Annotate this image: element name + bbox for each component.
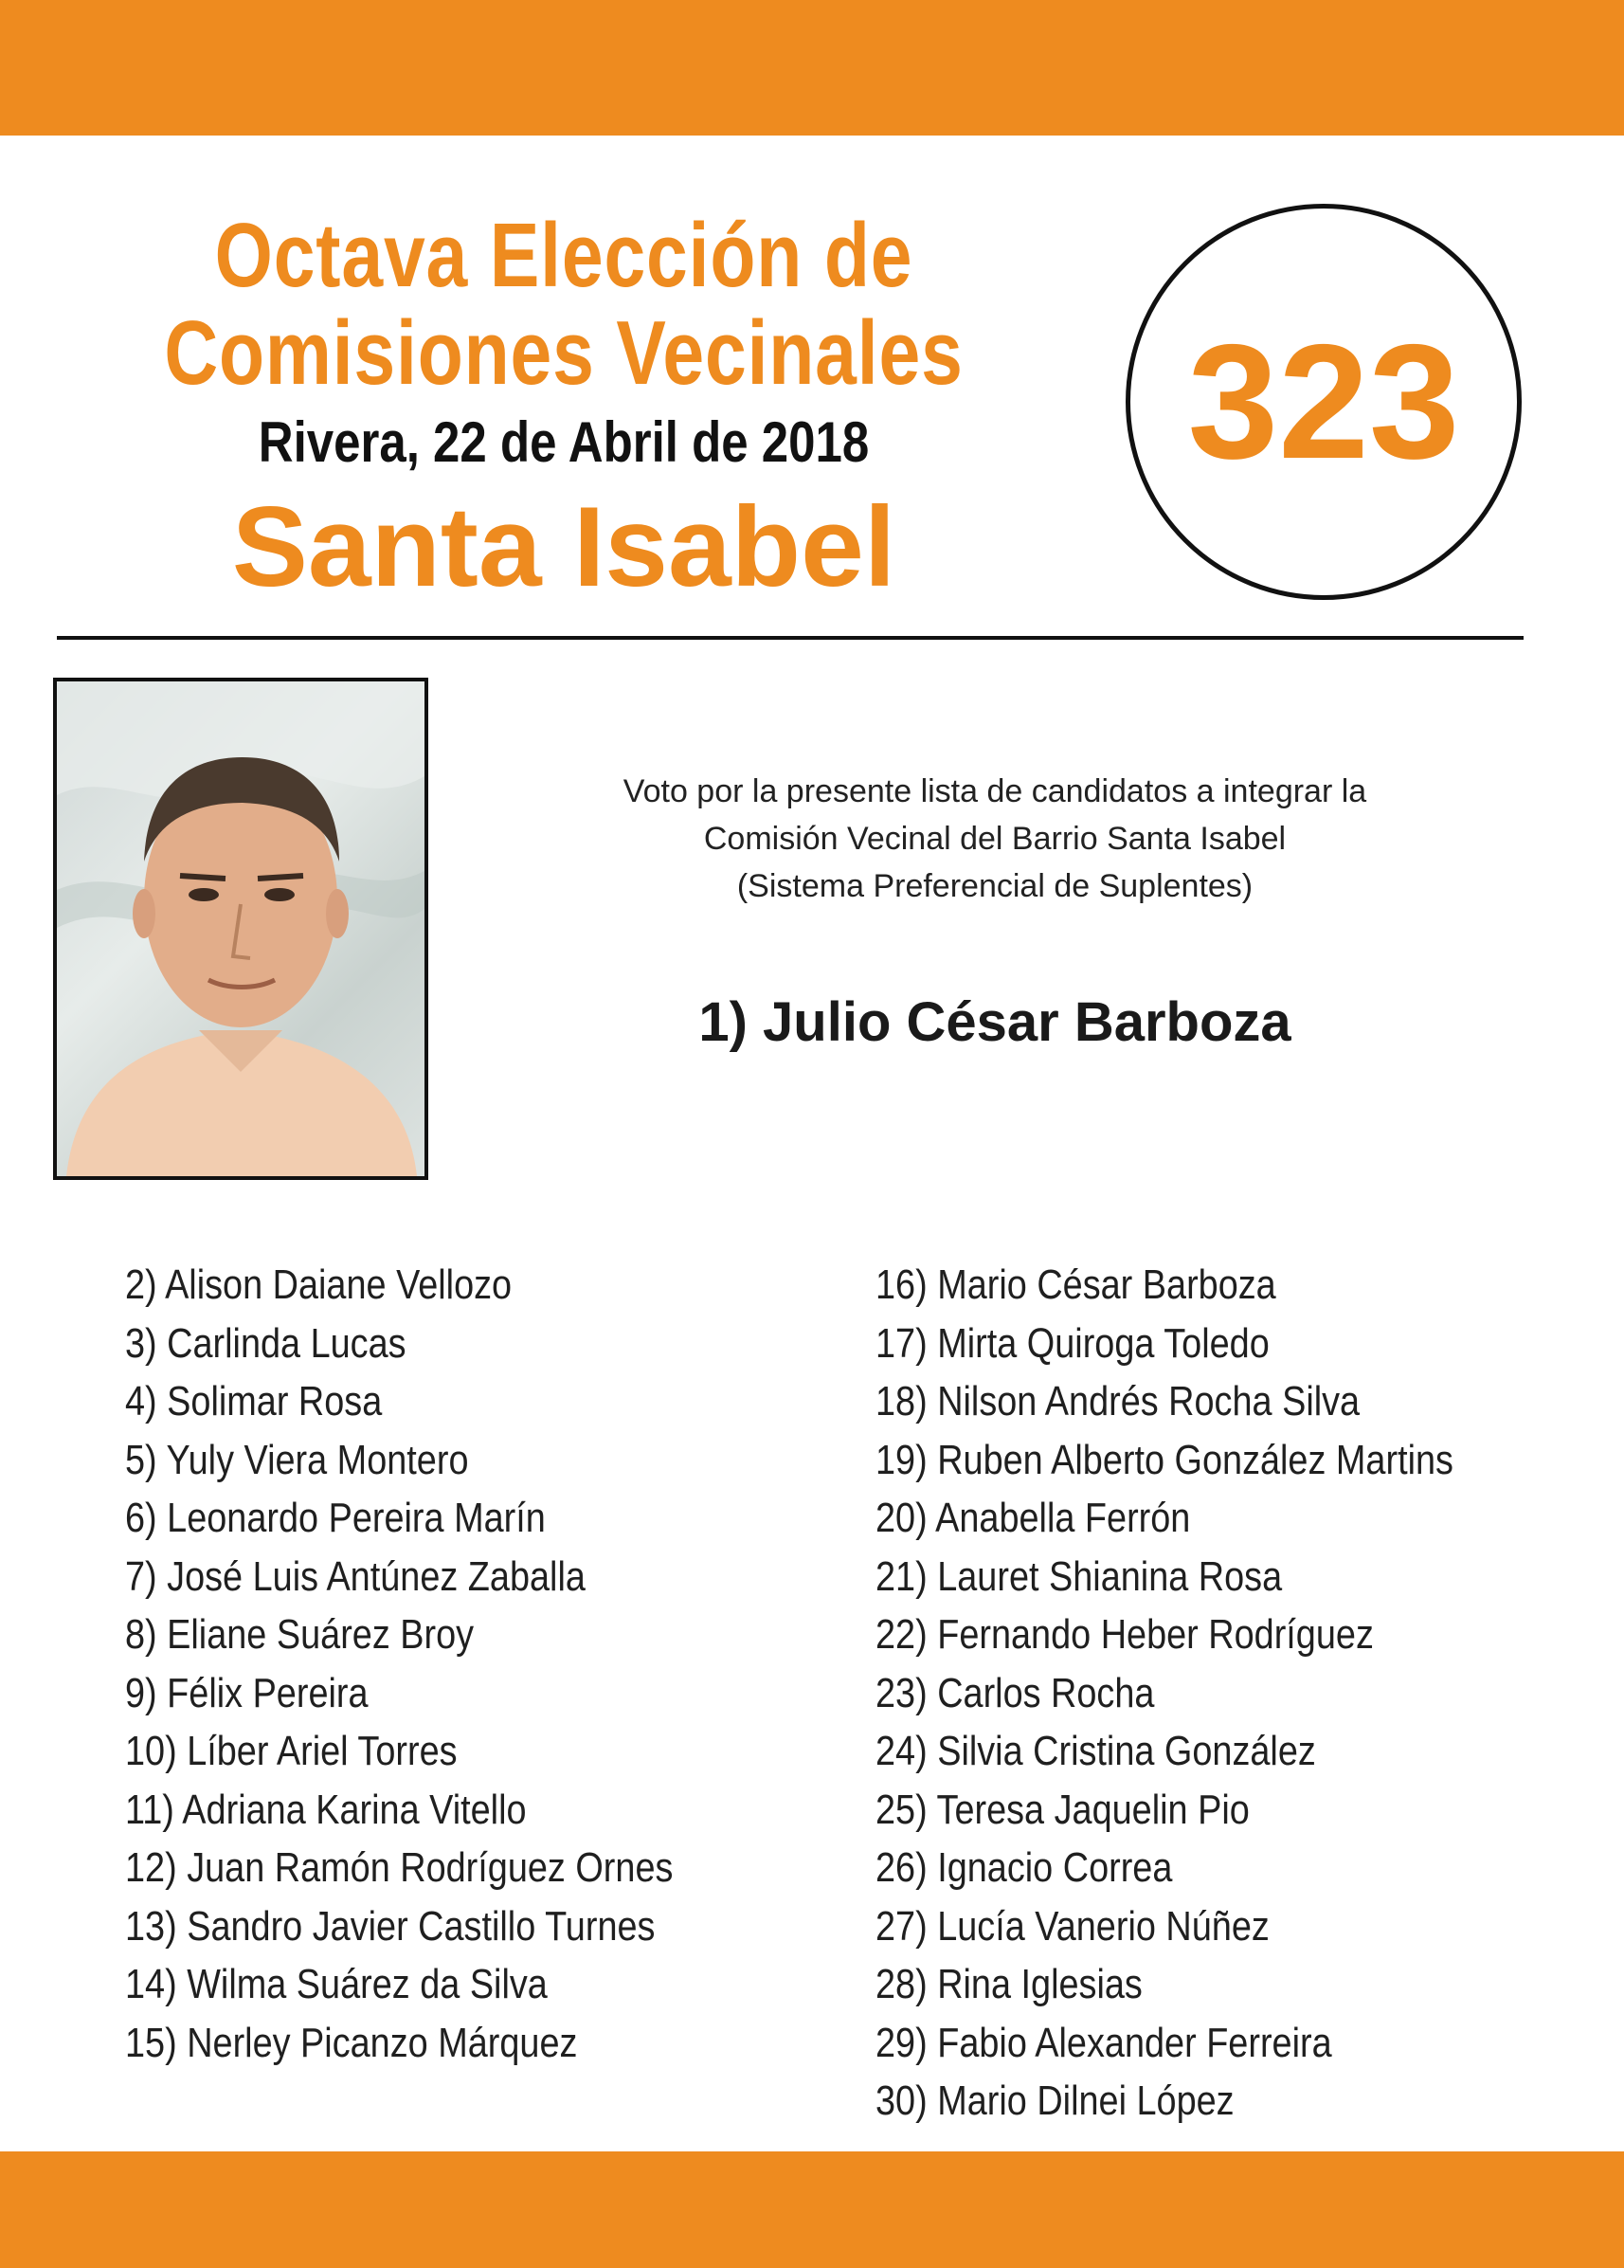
lead-candidate: 1) Julio César Barboza — [698, 991, 1291, 1053]
list-item: 4) Solimar Rosa — [125, 1378, 383, 1424]
intro-line-3: (Sistema Preferencial de Suplentes) — [736, 868, 1254, 904]
list-item: 20) Anabella Ferrón — [875, 1495, 1191, 1541]
candidate-photo — [53, 678, 428, 1180]
list-item: 5) Yuly Viera Montero — [125, 1436, 469, 1483]
list-item: 7) José Luis Antúnez Zaballa — [125, 1552, 586, 1600]
intro-line-2: Comisión Vecinal del Barrio Santa Isabel — [703, 821, 1287, 857]
list-item: 10) Líber Ariel Torres — [125, 1728, 458, 1774]
list-number-circle — [1126, 204, 1522, 600]
list-item: 3) Carlinda Lucas — [125, 1319, 406, 1367]
barrio-name: Santa Isabel — [231, 483, 896, 610]
intro-line-1: Voto por la presente lista de candidatos a integrar la — [623, 773, 1367, 809]
candidate-list-left — [125, 1256, 763, 2072]
list-item: 24) Silvia Cristina González — [875, 1728, 1316, 1774]
list-item: 11) Adriana Karina Vitello — [125, 1786, 527, 1833]
list-item: 13) Sandro Javier Castillo Turnes — [125, 1902, 656, 1950]
ballot-intro — [531, 768, 1459, 910]
list-item: 25) Teresa Jaquelin Pio — [875, 1786, 1250, 1833]
election-date: Rivera, 22 de Abril de 2018 — [258, 410, 870, 474]
list-item: 23) Carlos Rocha — [875, 1669, 1155, 1716]
list-item: 18) Nilson Andrés Rocha Silva — [875, 1378, 1361, 1424]
list-item: 15) Nerley Picanzo Márquez — [125, 2019, 578, 2066]
list-item: 28) Rina Iglesias — [875, 1961, 1143, 2007]
list-item: 6) Leonardo Pereira Marín — [125, 1495, 546, 1541]
list-item: 17) Mirta Quiroga Toledo — [875, 1319, 1270, 1367]
list-item: 2) Alison Daiane Vellozo — [125, 1261, 513, 1308]
list-item: 9) Félix Pereira — [125, 1669, 369, 1716]
portrait-illustration — [57, 681, 424, 1176]
list-item: 30) Mario Dilnei López — [875, 2077, 1235, 2124]
list-item: 12) Juan Ramón Rodríguez Ornes — [125, 1844, 674, 1891]
title-line-2: Comisiones Vecinales — [164, 302, 964, 404]
list-item: 21) Lauret Shianina Rosa — [875, 1552, 1283, 1600]
top-orange-band — [0, 0, 1624, 136]
bottom-orange-band — [0, 2151, 1624, 2268]
list-item: 19) Ruben Alberto González Martins — [875, 1436, 1453, 1483]
list-item: 29) Fabio Alexander Ferreira — [875, 2019, 1332, 2066]
list-item: 8) Eliane Suárez Broy — [125, 1611, 475, 1658]
list-item: 26) Ignacio Correa — [875, 1844, 1173, 1891]
list-item: 14) Wilma Suárez da Silva — [125, 1961, 548, 2007]
list-number: 323 — [1187, 311, 1460, 493]
list-item: 27) Lucía Vanerio Núñez — [875, 1902, 1270, 1950]
list-item: 22) Fernando Heber Rodríguez — [875, 1611, 1374, 1658]
list-item: 16) Mario César Barboza — [875, 1261, 1276, 1308]
header-divider — [57, 636, 1524, 640]
candidate-list-right — [875, 1256, 1547, 2131]
title-line-1: Octava Elección de — [214, 205, 913, 306]
